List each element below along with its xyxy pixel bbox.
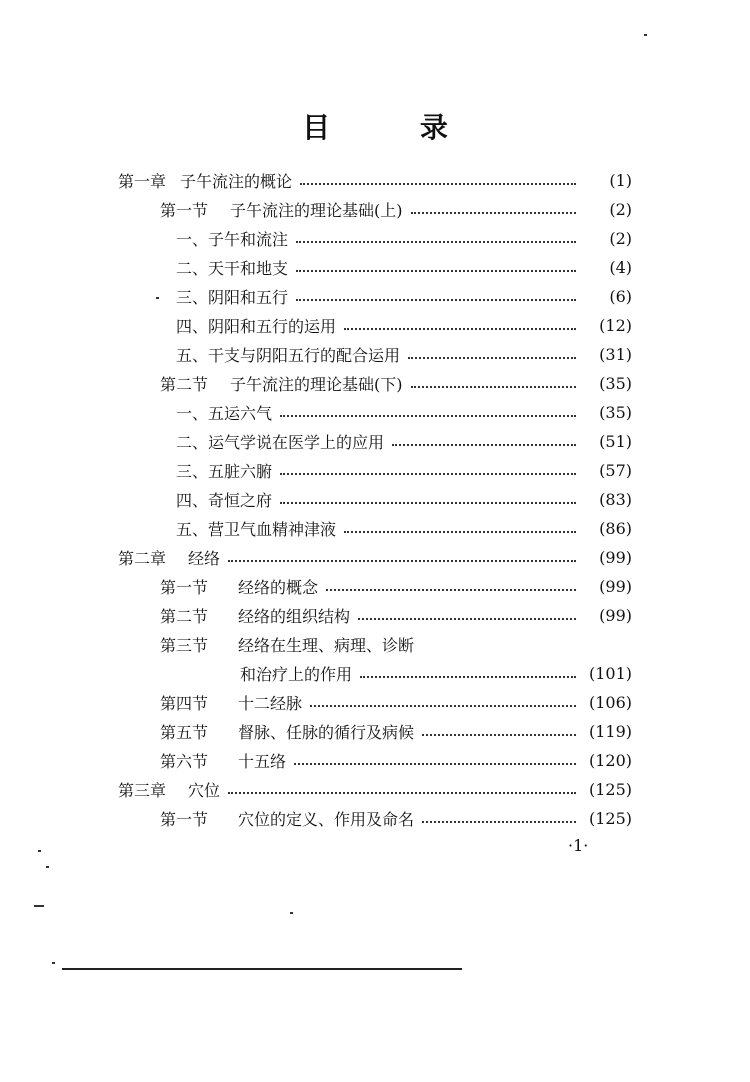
leader-dots [344, 326, 576, 330]
toc-entry-page: (2) [609, 229, 632, 248]
toc-entry-title: 四、阴阳和五行的运用 [176, 317, 337, 336]
toc-entry-title: 子午流注的理论基础(下) [230, 375, 403, 394]
leader-dots [310, 703, 576, 707]
leader-dots [294, 761, 576, 765]
toc-entry-title: 穴位 [188, 781, 221, 800]
toc-entry[interactable] [240, 659, 632, 688]
toc-entry-page: (119) [588, 722, 632, 741]
toc-entry-page: (57) [599, 461, 632, 480]
toc-entry-page: (99) [599, 548, 632, 567]
toc-entry-page: (86) [599, 519, 632, 538]
toc-entry[interactable] [176, 311, 632, 340]
toc-entry-title: 经络的概念 [238, 578, 319, 597]
toc-entry-title: 子午流注的理论基础(上) [230, 201, 403, 220]
leader-dots [411, 210, 576, 214]
toc-entry-title: 经络的组织结构 [238, 607, 351, 626]
toc-entry-number: 第二节 [160, 607, 209, 626]
toc-entry[interactable] [160, 630, 632, 659]
leader-dots [408, 355, 576, 359]
toc-entry[interactable] [118, 543, 632, 572]
leader-dots [326, 587, 576, 591]
toc-entry-page: (101) [588, 664, 632, 683]
leader-dots [411, 384, 576, 388]
toc-entry-number: 第三章 [118, 781, 167, 800]
toc-entry-number: 第二章 [118, 549, 167, 568]
toc-entry[interactable] [176, 253, 632, 282]
toc-entry[interactable] [118, 166, 632, 195]
leader-dots [280, 413, 576, 417]
toc-entry[interactable] [160, 688, 632, 717]
toc-entry-number: 第三节 [160, 636, 209, 655]
leader-dots [422, 732, 576, 736]
toc-entry[interactable] [160, 717, 632, 746]
toc-entry-page: (4) [609, 258, 632, 277]
toc-entry-page: (35) [599, 403, 632, 422]
toc-entry[interactable] [176, 282, 632, 311]
toc-entry-page: (31) [599, 345, 632, 364]
scan-speck [644, 34, 647, 36]
toc-entry-number: 第一章 [118, 172, 167, 191]
toc-entry-title: 和治疗上的作用 [240, 665, 353, 684]
toc-entry-page: (51) [599, 432, 632, 451]
leader-dots [280, 500, 576, 504]
leader-dots [296, 239, 576, 243]
toc-entry-title: 一、子午和流注 [176, 230, 289, 249]
scan-speck [52, 962, 55, 964]
toc-entry-page: (2) [609, 200, 632, 219]
toc-entry-page: (6) [609, 287, 632, 306]
toc-entry-number: 第一节 [160, 578, 209, 597]
toc-entry-title: 经络 [188, 549, 221, 568]
leader-dots [296, 297, 576, 301]
leader-dots [422, 819, 576, 823]
toc-entry-title: 二、运气学说在医学上的应用 [176, 433, 385, 452]
toc-entry-page: (12) [599, 316, 632, 335]
toc-entry-page: (83) [599, 490, 632, 509]
bottom-rule [62, 968, 462, 970]
scan-speck [38, 850, 41, 852]
toc-entry[interactable] [176, 340, 632, 369]
toc-entry[interactable] [176, 224, 632, 253]
scan-speck [34, 905, 44, 907]
leader-dots [296, 268, 576, 272]
toc-entry-page: (99) [599, 606, 632, 625]
toc-entry-title: 督脉、任脉的循行及病候 [238, 723, 415, 742]
toc-entry-number: 第一节 [160, 810, 209, 829]
toc-entry[interactable] [176, 398, 632, 427]
table-of-contents [0, 166, 750, 833]
leader-dots [280, 471, 576, 475]
leader-dots [300, 181, 576, 185]
scan-speck [156, 297, 159, 299]
toc-entry[interactable] [176, 485, 632, 514]
toc-entry-title: 五、营卫气血精神津液 [176, 520, 337, 539]
leader-dots [344, 529, 576, 533]
leader-dots [228, 558, 576, 562]
toc-entry[interactable] [160, 746, 632, 775]
toc-entry-page: (106) [588, 693, 632, 712]
leader-dots [360, 674, 576, 678]
leader-dots [358, 616, 576, 620]
toc-entry-page: (125) [588, 780, 632, 799]
scan-speck [290, 912, 293, 914]
toc-entry[interactable] [160, 195, 632, 224]
toc-entry-page: (125) [588, 809, 632, 828]
toc-entry[interactable] [176, 427, 632, 456]
toc-entry-page: (1) [609, 171, 632, 190]
toc-entry-page: (99) [599, 577, 632, 596]
toc-entry[interactable] [160, 804, 632, 833]
toc-entry-number: 第一节 [160, 201, 209, 220]
toc-entry[interactable] [176, 514, 632, 543]
scan-speck [46, 866, 49, 868]
page-title: 目 录 [302, 111, 488, 144]
toc-entry[interactable] [176, 456, 632, 485]
toc-entry-title: 二、天干和地支 [176, 259, 289, 278]
toc-entry[interactable] [160, 369, 632, 398]
toc-entry-title: 三、阴阳和五行 [176, 288, 289, 307]
toc-entry-title: 穴位的定义、作用及命名 [238, 810, 415, 829]
toc-entry-title: 子午流注的概论 [180, 172, 293, 191]
toc-entry-page: (120) [588, 751, 632, 770]
toc-entry-title: 十二经脉 [238, 694, 303, 713]
leader-dots [392, 442, 576, 446]
toc-entry-title: 四、奇恒之府 [176, 491, 273, 510]
toc-entry-number: 第六节 [160, 752, 209, 771]
toc-entry-title: 经络在生理、病理、诊断 [238, 636, 415, 655]
toc-entry-number: 第四节 [160, 694, 209, 713]
toc-entry-title: 十五络 [238, 752, 287, 771]
toc-entry-number: 第二节 [160, 375, 209, 394]
toc-entry[interactable] [160, 572, 632, 601]
toc-entry-title: 五、干支与阴阳五行的配合运用 [176, 346, 401, 365]
toc-entry-title: 三、五脏六腑 [176, 462, 273, 481]
toc-entry[interactable] [118, 775, 632, 804]
toc-entry-page: (35) [599, 374, 632, 393]
page-number: ·1· [568, 836, 589, 855]
leader-dots [228, 790, 576, 794]
toc-entry-number: 第五节 [160, 723, 209, 742]
toc-entry-title: 一、五运六气 [176, 404, 273, 423]
toc-entry[interactable] [160, 601, 632, 630]
